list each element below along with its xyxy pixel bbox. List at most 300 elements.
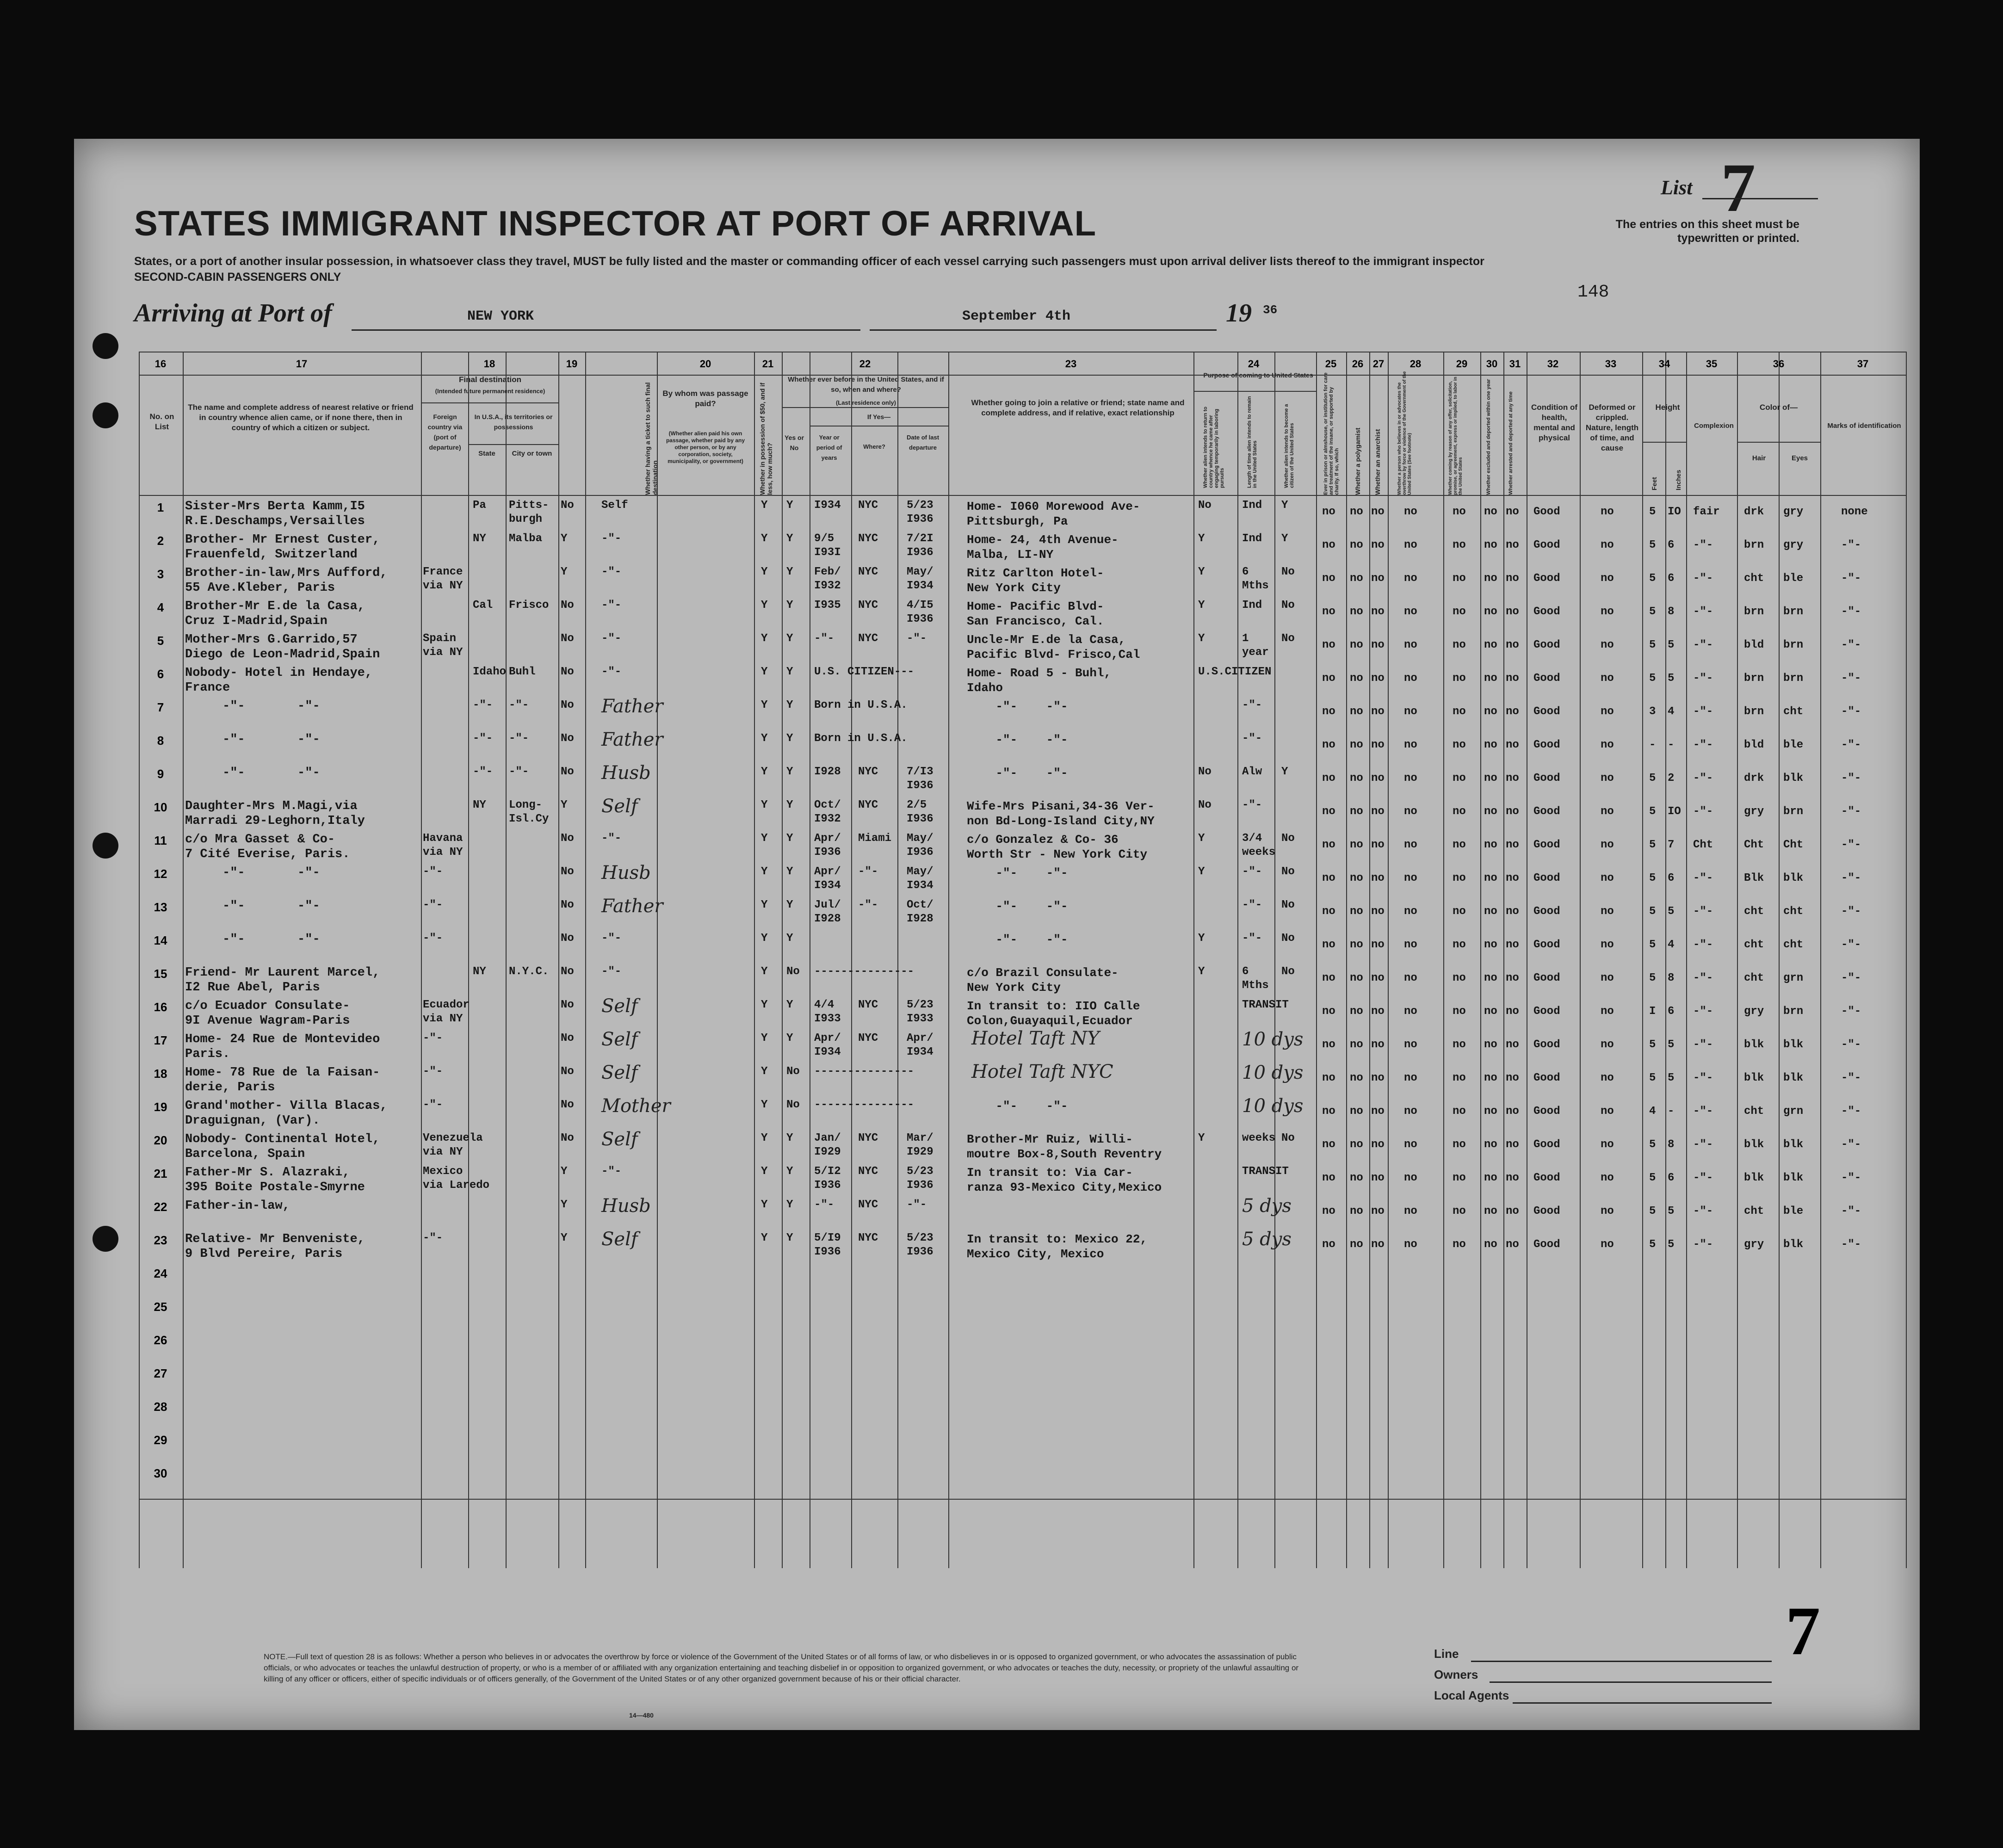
answer-no: no: [1404, 705, 1417, 718]
height-feet: 5: [1649, 839, 1656, 851]
answer-no: no: [1453, 705, 1466, 718]
deformed: no: [1601, 1205, 1614, 1218]
answer-no: no: [1404, 1138, 1417, 1151]
foreign-via: via NY: [423, 580, 463, 592]
health: Good: [1533, 772, 1560, 785]
join-relative: Uncle-Mr E.de la Casa,: [967, 633, 1126, 647]
relative-address: Draguignan, (Var).: [185, 1114, 320, 1128]
been-before: No: [786, 1065, 800, 1078]
answer-no: no: [1371, 1038, 1385, 1051]
has-fifty: Y: [761, 732, 768, 745]
passage-paid-handwritten: Father: [601, 896, 663, 917]
answer-no: no: [1322, 672, 1335, 685]
year-period-2: I932: [814, 580, 841, 592]
passage-paid-handwritten: Self: [601, 1129, 638, 1150]
grid-vline: [1346, 352, 1347, 1568]
row-number: 4: [157, 600, 164, 614]
dest-state: NY: [473, 799, 486, 811]
join-handwritten: Hotel Taft NYC: [971, 1061, 1113, 1082]
row-number: 12: [154, 867, 167, 881]
hair-color: brn: [1744, 705, 1764, 718]
footnote: NOTE.—Full text of question 28 is as follows: Whether a person who believes in or advocates the overthrow by force or violence of the Government of the United States or of all forms of law, or who disbelieves in or is opposed to organized government, or who advocates the assassination of public officials, or who advocates or teaches the unlawful destruction of property, or who is a member of or affiliated with any organization entertaining and teaching disbelief in or opposition to organized government, or who advocates or teaches the duty, necessity, or propriety of the unlawful assaulting or killing of any officer or officers, either of specific individuals or of officers generally, of the Government of the United States or of any other organized government because of his or their official character.: [264, 1652, 1299, 1683]
row-number: 20: [154, 1133, 167, 1147]
passage-paid: -"-: [601, 599, 622, 612]
answer-no: no: [1322, 839, 1335, 851]
dest-city: Long-: [509, 799, 543, 811]
header-polygamist: Whether a polygamist: [1354, 427, 1361, 495]
where: Miami: [858, 832, 892, 845]
where: -"-: [858, 899, 878, 911]
column-number: 29: [1456, 358, 1468, 370]
foreign-country: Ecuador: [423, 999, 470, 1011]
complexion: -"-: [1693, 672, 1713, 685]
underline: [1490, 1681, 1772, 1683]
answer-no: no: [1453, 739, 1466, 751]
header-overthrow: Whether a person who believes in or advocates the overthrow by force or violence of the Government of the United States (See footnote): [1397, 371, 1412, 495]
answer-no: no: [1371, 606, 1385, 618]
height-feet: 3: [1649, 705, 1656, 718]
purpose-length: 1: [1242, 632, 1249, 645]
purpose-length: weeks: [1242, 1132, 1276, 1144]
purpose-length: -"-: [1242, 865, 1262, 878]
header-purpose-b: Length of time alien intends to remain in the United States: [1247, 396, 1258, 488]
marks: -"-: [1841, 1038, 1861, 1051]
answer-no: no: [1506, 939, 1519, 951]
grid-hline: [139, 495, 1906, 496]
grid-vline: [1779, 352, 1780, 1568]
complexion: -"-: [1693, 572, 1713, 585]
row-number: 18: [154, 1067, 167, 1081]
purpose-return: No: [1198, 499, 1212, 512]
answer-no: no: [1453, 1038, 1466, 1051]
height-feet: 5: [1649, 672, 1656, 685]
relative-name: -"- -"-: [185, 899, 320, 913]
answer-no: no: [1350, 1038, 1363, 1051]
marks: -"-: [1841, 839, 1861, 851]
year-period: Oct/: [814, 799, 841, 811]
join-relative-2: San Francisco, Cal.: [967, 614, 1104, 628]
header-excluded: Whether excluded and deported within one year: [1486, 379, 1491, 495]
year-period: -"-: [814, 632, 835, 645]
answer-no: no: [1322, 1172, 1335, 1184]
grid-vline: [1443, 352, 1444, 1568]
complexion: -"-: [1693, 1038, 1713, 1051]
column-number: 27: [1372, 358, 1385, 370]
height-inches: IO: [1668, 805, 1681, 818]
purpose-length-handwritten: 10 dys: [1242, 1095, 1304, 1117]
health: Good: [1533, 572, 1560, 585]
header-height: Height: [1655, 403, 1680, 412]
been-before: No: [786, 1099, 800, 1111]
punch-hole: [93, 833, 118, 859]
punch-hole: [93, 402, 118, 428]
been-before: Y: [786, 699, 793, 711]
ticket: No: [561, 632, 574, 645]
answer-no: no: [1371, 1138, 1385, 1151]
answer-no: no: [1371, 572, 1385, 585]
dest-state: NY: [473, 532, 486, 545]
deformed: no: [1601, 1172, 1614, 1184]
purpose-return: Y: [1198, 532, 1205, 545]
purpose-return: Y: [1198, 632, 1205, 645]
answer-no: no: [1453, 639, 1466, 651]
been-before: Y: [786, 1232, 793, 1244]
ticket: No: [561, 1032, 574, 1045]
grid-vline: [1237, 352, 1238, 1568]
answer-no: no: [1484, 572, 1497, 585]
grid-hline: [139, 1499, 1906, 1500]
relative-name: Nobody- Hotel in Hendaye,: [185, 666, 373, 680]
answer-no: no: [1484, 672, 1497, 685]
dest-state: NY: [473, 965, 486, 978]
year-period: I928: [814, 766, 841, 778]
ticket: No: [561, 732, 574, 745]
has-fifty: Y: [761, 1232, 768, 1244]
answer-no: no: [1322, 1005, 1335, 1018]
header-purpose-a: Whether alien intends to return to country whence he came after engaging temporarily in laboring pursuits: [1203, 406, 1225, 488]
row-number: 26: [154, 1333, 167, 1347]
column-number: 30: [1486, 358, 1498, 370]
last-departure-2: I934: [907, 879, 933, 892]
marks: -"-: [1841, 572, 1861, 585]
passage-paid-handwritten: Self: [601, 1029, 638, 1050]
last-departure: Apr/: [907, 1032, 933, 1045]
header-usa: In U.S.A., its territories or possessions: [474, 413, 553, 431]
health: Good: [1533, 539, 1560, 551]
join-relative: Home- I060 Morewood Ave-: [967, 500, 1140, 513]
where: -"-: [858, 865, 878, 878]
passage-paid-handwritten: Husb: [601, 1195, 651, 1217]
ticket: No: [561, 699, 574, 711]
answer-no: no: [1350, 905, 1363, 918]
height-inches: -: [1668, 739, 1675, 751]
header-relative: The name and complete address of nearest relative or friend in country whence alien came, or if none there, then in country of which a citizen or subject.: [188, 403, 414, 432]
last-departure: 5/23: [907, 1165, 933, 1178]
height-inches: 6: [1668, 572, 1675, 585]
relative-name: Grand'mother- Villa Blacas,: [185, 1099, 388, 1113]
join-relative: In transit to: Mexico 22,: [967, 1232, 1148, 1246]
answer-no: no: [1404, 905, 1417, 918]
grid-subline: [1193, 391, 1316, 392]
purpose-citizen: No: [1281, 965, 1295, 978]
answer-no: no: [1322, 1138, 1335, 1151]
answer-no: no: [1484, 606, 1497, 618]
marks: -"-: [1841, 939, 1861, 951]
join-relative: Ritz Carlton Hotel-: [967, 566, 1104, 580]
answer-no: no: [1484, 839, 1497, 851]
ticket: No: [561, 965, 574, 978]
has-fifty: Y: [761, 832, 768, 845]
column-number: 31: [1509, 358, 1521, 370]
health: Good: [1533, 506, 1560, 518]
header-year: Year or period of years: [816, 434, 842, 461]
answer-no: no: [1350, 639, 1363, 651]
eye-color: blk: [1783, 772, 1804, 785]
foreign-country: -"-: [423, 1032, 443, 1045]
last-departure-2: I928: [907, 913, 933, 925]
purpose-length: 6: [1242, 965, 1249, 978]
eye-color: cht: [1783, 905, 1804, 918]
height-inches: 5: [1668, 672, 1675, 685]
answer-no: no: [1350, 772, 1363, 785]
column-number: 20: [699, 358, 711, 370]
answer-no: no: [1453, 1105, 1466, 1118]
answer-no: no: [1506, 572, 1519, 585]
answer-no: no: [1371, 705, 1385, 718]
hair-color: brn: [1744, 672, 1764, 685]
deformed: no: [1601, 572, 1614, 585]
ticket: No: [561, 899, 574, 911]
where: NYC: [858, 999, 878, 1011]
eye-color: ble: [1783, 572, 1804, 585]
purpose-length: Ind: [1242, 499, 1262, 512]
where: NYC: [858, 499, 878, 512]
year-period-2: I93I: [814, 546, 841, 559]
header-health: Condition of health, mental and physical: [1531, 403, 1578, 442]
answer-no: no: [1404, 606, 1417, 618]
grid-vline: [1580, 352, 1581, 1568]
join-relative: In transit to: IIO Calle: [967, 999, 1140, 1013]
header-if-yes: If Yes—: [867, 413, 891, 420]
grid-vline: [851, 352, 852, 1568]
foreign-country: Mexico: [423, 1165, 463, 1178]
where: NYC: [858, 599, 878, 612]
manifest-subtitle: [134, 253, 1484, 285]
where: NYC: [858, 799, 878, 811]
year-period: 5/I2: [814, 1165, 841, 1178]
year-period: 9/5: [814, 532, 835, 545]
answer-no: no: [1322, 572, 1335, 585]
health: Good: [1533, 705, 1560, 718]
foreign-country: France: [423, 566, 463, 578]
answer-no: no: [1350, 572, 1363, 585]
join-relative: Home- 24, 4th Avenue-: [967, 533, 1119, 547]
join-relative-2: Mexico City, Mexico: [967, 1247, 1104, 1261]
answer-no: no: [1453, 572, 1466, 585]
marks: -"-: [1841, 1005, 1861, 1018]
grid-vline: [657, 352, 658, 1568]
year-period-2: I929: [814, 1146, 841, 1158]
page-number: 148: [1577, 282, 1609, 302]
complexion: -"-: [1693, 772, 1713, 785]
relative-name: -"- -"-: [185, 733, 320, 747]
marks: -"-: [1841, 972, 1861, 984]
purpose-length: -"-: [1242, 732, 1262, 745]
answer-no: no: [1404, 772, 1417, 785]
header-marks: Marks of identification: [1827, 422, 1901, 430]
complexion: -"-: [1693, 1205, 1713, 1218]
marks: -"-: [1841, 772, 1861, 785]
grid-vline: [1737, 352, 1738, 1568]
join-relative: Wife-Mrs Pisani,34-36 Ver-: [967, 799, 1155, 813]
year-period: ---------------: [814, 965, 915, 978]
height-feet: 5: [1649, 639, 1656, 651]
answer-no: no: [1453, 839, 1466, 851]
hair-color: cht: [1744, 1105, 1764, 1118]
join-relative-2: ranza 93-Mexico City,Mexico: [967, 1180, 1162, 1194]
header-labor-offer: Whether coming by reason of any offer, solicitation, promise, or agreement, express or implied, to labor in the United States: [1448, 377, 1463, 495]
purpose-length-handwritten: 10 dys: [1242, 1062, 1304, 1083]
ticket: Y: [561, 799, 568, 811]
purpose-length-2: year: [1242, 646, 1269, 659]
answer-no: no: [1453, 972, 1466, 984]
has-fifty: Y: [761, 599, 768, 612]
answer-no: no: [1506, 606, 1519, 618]
answer-no: no: [1453, 1205, 1466, 1218]
join-relative: Brother-Mr Ruiz, Willi-: [967, 1132, 1133, 1146]
where: NYC: [858, 566, 878, 578]
header-ticket: Whether having a ticket to such final destination: [644, 382, 659, 495]
foreign-country: -"-: [423, 1232, 443, 1244]
hair-color: cht: [1744, 972, 1764, 984]
been-before: Y: [786, 499, 793, 512]
relative-name: Father-Mr S. Alazraki,: [185, 1166, 350, 1180]
row-number: 23: [154, 1233, 167, 1247]
answer-no: no: [1371, 972, 1385, 984]
height-inches: 5: [1668, 639, 1675, 651]
complexion: fair: [1693, 506, 1720, 518]
height-feet: 5: [1649, 805, 1656, 818]
purpose-length: Ind: [1242, 599, 1262, 612]
ticket: Y: [561, 566, 568, 578]
answer-no: no: [1404, 506, 1417, 518]
ticket: No: [561, 766, 574, 778]
year-period-2: I933: [814, 1013, 841, 1025]
join-relative: -"- -"-: [967, 933, 1068, 946]
health: Good: [1533, 1038, 1560, 1051]
year-period-2: I932: [814, 813, 841, 825]
deformed: no: [1601, 772, 1614, 785]
hair-color: cht: [1744, 939, 1764, 951]
relative-address: 9I Avenue Wagram-Paris: [185, 1014, 350, 1028]
underline: [870, 329, 1217, 331]
health: Good: [1533, 672, 1560, 685]
join-relative: -"- -"-: [967, 699, 1068, 713]
column-number: 19: [566, 358, 578, 370]
header-color: Color of—: [1759, 403, 1798, 412]
relative-name: Father-in-law,: [185, 1199, 290, 1213]
purpose-length: Alw: [1242, 766, 1262, 778]
column-number: 37: [1857, 358, 1869, 370]
answer-no: no: [1371, 506, 1385, 518]
passage-paid-handwritten: Father: [601, 729, 663, 750]
been-before: Y: [786, 1165, 793, 1178]
header-purpose-c: Whether alien intends to become a citizen of the United States: [1284, 404, 1295, 488]
answer-no: no: [1350, 672, 1363, 685]
grid-vline: [1906, 352, 1907, 1568]
last-departure-2: I936: [907, 813, 933, 825]
foreign-via: via Laredo: [423, 1179, 490, 1192]
relative-address: Cruz I-Madrid,Spain: [185, 614, 328, 628]
answer-no: no: [1350, 1105, 1363, 1118]
purpose-citizen: No: [1281, 599, 1295, 612]
row-number: 10: [154, 800, 167, 814]
relative-name: c/o Mra Gasset & Co-: [185, 833, 335, 847]
year-period: Born in U.S.A.: [814, 732, 908, 745]
row-number: 2: [157, 534, 164, 548]
row-number: 11: [154, 834, 167, 847]
height-inches: IO: [1668, 506, 1681, 518]
hair-color: bld: [1744, 639, 1764, 651]
been-before: Y: [786, 566, 793, 578]
deformed: no: [1601, 1005, 1614, 1018]
answer-no: no: [1350, 506, 1363, 518]
answer-no: no: [1371, 772, 1385, 785]
deformed: no: [1601, 939, 1614, 951]
complexion: -"-: [1693, 606, 1713, 618]
join-relative-2: Malba, LI-NY: [967, 548, 1054, 562]
answer-no: no: [1484, 506, 1497, 518]
purpose-citizen: No: [1281, 932, 1295, 945]
has-fifty: Y: [761, 799, 768, 811]
hair-color: cht: [1744, 905, 1764, 918]
health: Good: [1533, 1072, 1560, 1084]
manifest-title: STATES IMMIGRANT INSPECTOR AT PORT OF ARRIVAL: [134, 204, 1097, 243]
grid-hline: [139, 375, 1906, 376]
header-where: Where?: [863, 443, 885, 450]
answer-no: no: [1404, 1105, 1417, 1118]
grid-vline: [1316, 352, 1317, 1568]
join-relative: -"- -"-: [967, 866, 1068, 880]
been-before: Y: [786, 865, 793, 878]
hair-color: brn: [1744, 606, 1764, 618]
year-period: Jan/: [814, 1132, 841, 1144]
deformed: no: [1601, 506, 1614, 518]
answer-no: no: [1371, 1072, 1385, 1084]
relative-name: Relative- Mr Benveniste,: [185, 1232, 365, 1246]
grid-vline: [1642, 352, 1643, 1568]
join-relative-2: Colon,Guayaquil,Ecuador: [967, 1014, 1133, 1028]
health: Good: [1533, 1205, 1560, 1218]
join-relative-2: non Bd-Long-Island City,NY: [967, 814, 1155, 828]
height-feet: 5: [1649, 972, 1656, 984]
column-number: 18: [483, 358, 495, 370]
grid-vline: [139, 352, 140, 1568]
entries-note: The entries on this sheet must be typewritten or printed.: [1615, 218, 1799, 245]
ticket: Y: [561, 1232, 568, 1244]
purpose-citizen: No: [1281, 832, 1295, 845]
dest-city: Frisco: [509, 599, 549, 612]
relative-name: Brother-Mr E.de la Casa,: [185, 600, 365, 613]
answer-no: no: [1371, 1205, 1385, 1218]
last-departure-2: I933: [907, 1013, 933, 1025]
has-fifty: Y: [761, 632, 768, 645]
answer-no: no: [1453, 939, 1466, 951]
header-inches: Inches: [1675, 470, 1682, 490]
answer-no: no: [1350, 1005, 1363, 1018]
purpose-length: Ind: [1242, 532, 1262, 545]
manifest-sheet: [74, 139, 1920, 1730]
height-inches: 5: [1668, 1205, 1675, 1218]
eye-color: brn: [1783, 672, 1804, 685]
height-inches: 4: [1668, 705, 1675, 718]
header-city: City or town: [512, 450, 552, 457]
grid-vline: [468, 352, 469, 1568]
row-number: 16: [154, 1000, 167, 1014]
join-relative-2: Worth Str - New York City: [967, 847, 1148, 861]
passage-paid: -"-: [601, 932, 622, 945]
last-departure: Oct/: [907, 899, 933, 911]
grid-vline: [1820, 352, 1821, 1568]
year-period-2: I936: [814, 1246, 841, 1258]
answer-no: no: [1350, 1072, 1363, 1084]
dest-state: -"-: [473, 732, 493, 745]
foreign-country: Spain: [423, 632, 457, 645]
marks: -"-: [1841, 1105, 1861, 1118]
complexion: -"-: [1693, 639, 1713, 651]
dest-state: -"-: [473, 699, 493, 711]
row-number: 27: [154, 1366, 167, 1380]
